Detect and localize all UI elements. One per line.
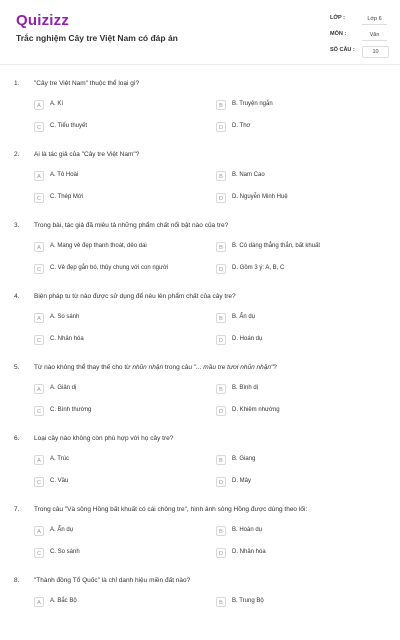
option-letter-box[interactable]: A [34,242,44,252]
worksheet-header [0,0,400,64]
option-text: A. Trúc [50,456,70,462]
question-text [34,364,384,371]
option-text: B. Trung Bộ [232,598,264,604]
option-text: B. Ẩn dụ [232,314,256,320]
option-text: A. So sánh [50,314,80,320]
question-7 [0,498,400,569]
option-text: B. Có dáng thẳng thắn, bất khuất [232,243,321,249]
question-number: 3. [14,222,20,229]
option-text: D. Nhân hóa [232,549,266,555]
meta-subject [330,30,388,42]
option-text: A. Giản dị [50,385,77,391]
option-text: B. Nam Cao [232,172,265,178]
option-letter-box[interactable]: A [34,171,44,181]
option-text: D. Gồm 3 ý: A, B, C [232,265,285,271]
question-number: 6. [14,435,20,442]
option-letter-box[interactable]: D [216,406,226,416]
option-text: C. Nhân hóa [50,336,84,342]
question-text: Ai là tác giả của "Cây tre Việt Nam"? [34,151,140,158]
option-text: A. Ẩn dụ [50,527,74,533]
question-text: Trong bài, tác giả đã miêu tả những phẩm chất nổi bật nào của tre? [34,222,229,229]
option-text: D. Mây [232,478,252,484]
option-letter-box[interactable]: C [34,193,44,203]
option-letter-box[interactable]: D [216,122,226,132]
option-letter-box[interactable]: C [34,477,44,487]
meta-label: LỚP : [330,15,345,21]
page-title: Trắc nghiệm Cây tre Việt Nam có đáp án [16,33,178,43]
option-letter-box[interactable]: A [34,455,44,465]
option-letter-box[interactable]: B [216,526,226,536]
question-quote: "... mầu tre tươi nhũn nhặn" [193,364,274,371]
meta-value: Văn [362,30,387,41]
option-text: A. Mang vẻ đẹp thanh thoát, dẻo dai [50,243,147,249]
option-letter-box[interactable]: B [216,455,226,465]
option-letter-box[interactable]: B [216,100,226,110]
option-letter-box[interactable]: A [34,100,44,110]
quizizz-logo: Quizizz [16,12,70,29]
option-letter-box[interactable]: D [216,335,226,345]
option-text: A. Tô Hoài [50,172,79,178]
question-2 [0,143,400,214]
header-divider [0,64,400,65]
question-number: 2. [14,151,20,158]
option-letter-box[interactable]: C [34,264,44,274]
question-text: "Cây tre Việt Nam" thuộc thể loại gì? [34,80,140,87]
option-letter-box[interactable]: D [216,264,226,274]
meta-value: 10 [362,46,389,58]
question-text-part: ? [273,364,277,371]
option-letter-box[interactable]: B [216,384,226,394]
option-letter-box[interactable]: D [216,193,226,203]
option-text: B. Bình dị [232,385,259,391]
question-number: 7. [14,506,20,513]
meta-label: MÔN : [330,31,347,37]
question-8 [0,569,400,640]
question-text: Trong câu "Và sông Hồng bất khuất có cái chông tre", hình ảnh sông Hồng được dùng theo lối: [34,506,308,513]
option-text: C. Vẻ đẹp gắn bó, thủy chung với con người [50,265,169,271]
option-letter-box[interactable]: B [216,171,226,181]
option-letter-box[interactable]: C [34,406,44,416]
option-letter-box[interactable]: C [34,335,44,345]
question-emphasis: nhũn nhặn [132,364,164,371]
option-text: B. Truyện ngắn [232,101,273,107]
option-letter-box[interactable]: A [34,597,44,607]
question-text-part: Từ nào không thể thay thế cho từ [34,364,133,371]
question-list [0,72,400,640]
option-text: C. Thép Mới [50,194,84,200]
option-letter-box[interactable]: C [34,122,44,132]
meta-question-count [330,46,388,58]
question-3 [0,214,400,285]
option-text: B. Hoán dụ [232,527,263,533]
option-letter-box[interactable]: B [216,242,226,252]
option-text: A. Kí [50,101,64,107]
option-letter-box[interactable]: C [34,548,44,558]
question-text: "Thành đồng Tổ Quốc" là chỉ danh hiệu miền đất nào? [34,577,191,584]
option-letter-box[interactable]: D [216,477,226,487]
option-text: D. Thơ [232,123,251,129]
option-text: C. Vầu [50,478,69,484]
question-text: Biện pháp tu từ nào được sử dụng để nêu lên phẩm chất của cây tre? [34,293,236,300]
option-text: D. Nguyễn Minh Huệ [232,194,288,200]
meta-value: Lớp 6 [362,14,387,25]
question-text-part: trong câu [163,364,194,371]
question-4 [0,285,400,356]
option-letter-box[interactable]: A [34,526,44,536]
question-1 [0,72,400,143]
option-text: D. Hoán dụ [232,336,263,342]
option-letter-box[interactable]: A [34,313,44,323]
question-text: Loại cây nào không còn phù hợp với họ cây tre? [34,435,174,442]
option-letter-box[interactable]: B [216,313,226,323]
question-6 [0,427,400,498]
question-5 [0,356,400,427]
option-letter-box[interactable]: D [216,548,226,558]
question-number: 1. [14,80,20,87]
option-letter-box[interactable]: B [216,597,226,607]
option-text: C. So sánh [50,549,80,555]
meta-label: SỐ CÂU : [330,47,355,53]
option-text: A. Bắc Bộ [50,598,77,604]
option-text: C. Bình thường [50,407,92,413]
question-number: 8. [14,577,20,584]
option-text: D. Khiêm nhường [232,407,280,413]
option-text: C. Tiểu thuyết [50,123,88,129]
worksheet-meta [330,14,388,62]
option-text: B. Giang [232,456,256,462]
question-number: 4. [14,293,20,300]
meta-grade [330,14,388,26]
question-number: 5. [14,364,20,371]
option-letter-box[interactable]: A [34,384,44,394]
